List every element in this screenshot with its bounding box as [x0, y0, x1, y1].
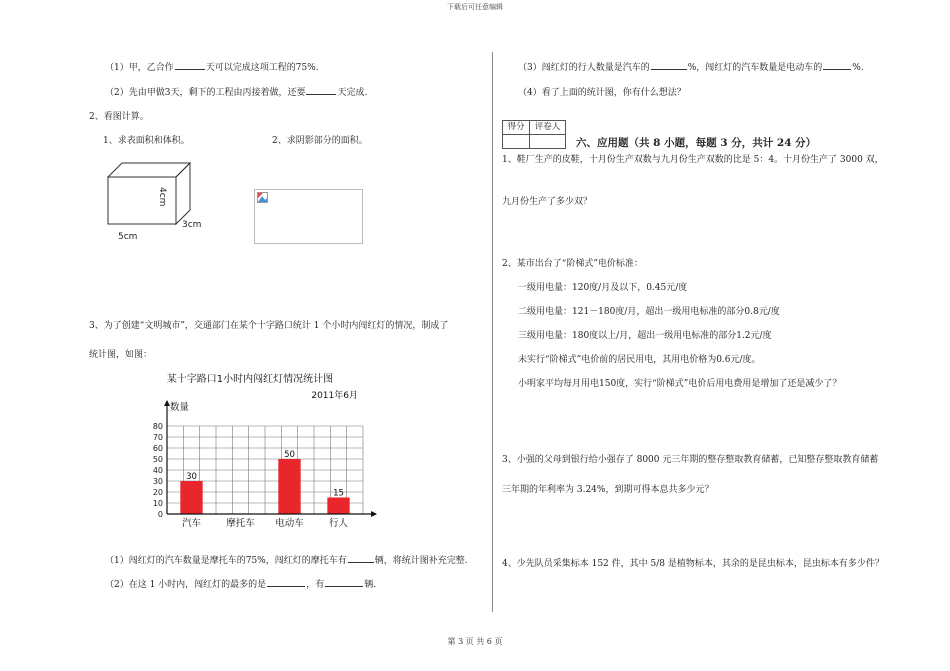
question-1-1 [105, 60, 319, 73]
answer-blank[interactable] [175, 61, 205, 70]
question-3-3 [518, 60, 864, 73]
app-question-3-line1: 3、小强的父母到银行给小强存了 8000 元三年期的整存整取教育储蓄，已知整存整取教育储蓄 [502, 455, 879, 465]
section-title: 六、应用题（共 8 小题，每题 3 分，共计 24 分） [576, 137, 817, 149]
q1-2-text-pre: （2）先由甲做3天，剩下的工程由丙接着做，还要 [105, 88, 306, 98]
question-2-sub1: 1、求表面积和体积。 [103, 136, 190, 146]
page-footer: 第 3 页 共 6 页 [447, 637, 503, 646]
bar-chart [140, 368, 390, 530]
answer-blank[interactable] [267, 578, 305, 587]
q3-1-text-pre: （1）闯红灯的汽车数量是摩托车的75%，闯红灯的摩托车有 [105, 556, 347, 566]
bar-value-label: 15 [333, 488, 344, 499]
answer-blank[interactable] [306, 86, 336, 95]
question-1-2 [105, 85, 367, 98]
cuboid-figure [100, 155, 210, 245]
question-3-1 [105, 553, 468, 566]
q3-2-text-post: 辆. [364, 580, 377, 590]
answer-blank[interactable] [823, 61, 851, 70]
answer-blank[interactable] [651, 61, 687, 70]
x-tick-label: 电动车 [275, 518, 304, 529]
chart-ticks [153, 422, 163, 519]
q3-1-text-post: 辆，将统计图补充完整. [374, 556, 468, 566]
score-box [502, 120, 566, 149]
answer-blank[interactable] [348, 554, 374, 563]
y-tick-label: 20 [152, 488, 163, 497]
bar-2 [278, 459, 300, 514]
q3-2-text-pre: （2）在这 1 小时内，闯红灯的最多的是 [105, 580, 267, 590]
shaded-area-figure [254, 189, 363, 244]
app-question-2-title: 2、某市出台了“阶梯式”电价标准： [502, 259, 643, 269]
app-question-4: 4、少先队员采集标本 152 件，其中 5/8 是植物标本，其余的是昆虫标本，昆虫标本有多少件？ [502, 559, 884, 569]
q3-2-text-mid: ，有 [306, 580, 325, 590]
broken-image-icon [257, 192, 269, 204]
app-question-1-line2: 九月份生产了多少双？ [502, 197, 593, 207]
x-tick-label: 汽车 [181, 518, 202, 529]
y-tick-label: 10 [152, 499, 163, 508]
y-tick-label: 30 [152, 477, 163, 486]
cuboid-side-face [176, 163, 190, 224]
q1-2-text-post: 天完成. [337, 88, 368, 98]
y-tick-label: 60 [152, 444, 163, 453]
app-question-2-old-price: 未实行“阶梯式”电价前的居民用电，其用电价格为0.6元/度。 [518, 355, 761, 365]
q3-3-text-pre: （3）闯红灯的行人数量是汽车的 [518, 63, 650, 73]
bar-0 [180, 481, 202, 514]
x-tick-label: 摩托车 [226, 518, 255, 529]
y-tick-label: 80 [152, 422, 163, 431]
question-3-2 [105, 577, 376, 590]
app-question-1-line1: 1、鞋厂生产的皮鞋，十月份生产双数与九月份生产双数的比是 5：4。十月份生产了 3000 双， [502, 155, 884, 165]
column-divider [492, 52, 493, 612]
app-question-2-ask: 小明家平均每月用电150度，实行“阶梯式”电价后用电费用是增加了还是减少了？ [518, 379, 842, 389]
answer-blank[interactable] [325, 578, 363, 587]
question-2-title: 2、看图计算。 [89, 112, 149, 122]
q1-1-text-pre: （1）甲，乙合作 [105, 63, 174, 73]
chart-title: 某十字路口1小时内闯红灯情况统计图 [166, 374, 334, 385]
app-question-3-line2: 三年期的年利率为 3.24%，到期可得本息共多少元？ [502, 485, 714, 495]
question-3-4: （4）看了上面的统计图，你有什么想法？ [518, 88, 686, 98]
bar-value-label: 50 [284, 450, 295, 460]
page-header: 下载后可任意编辑 [447, 3, 503, 11]
score-label: 得分 [503, 121, 530, 134]
cuboid-width-label: 5cm [118, 232, 138, 242]
app-question-2-tier1: 一级用电量：120度/月及以下，0.45元/度 [518, 283, 688, 293]
question-3-line1: 3、为了创建“文明城市”，交通部门在某个十字路口统计 1 个小时内闯红灯的情况，制成了 [89, 321, 449, 331]
chart-y-label: 数量 [170, 402, 190, 413]
chart-subtitle: 2011年6月 [311, 391, 358, 401]
grader-label: 评卷人 [534, 122, 561, 132]
x-tick-label: 行人 [328, 518, 349, 529]
y-tick-label: 0 [157, 510, 163, 519]
app-question-2-tier2: 二级用电量：121－180度/月，超出一级用电标准的部分0.8元/度 [518, 307, 780, 317]
y-tick-label: 70 [152, 433, 163, 442]
q3-3-text-post: %. [852, 63, 864, 73]
cuboid-height-label: 4cm [157, 187, 167, 207]
x-axis-arrow [371, 511, 377, 517]
bar-value-label: 30 [186, 472, 197, 482]
question-2-sub2: 2、求阴影部分的面积。 [272, 136, 368, 146]
app-question-2-tier3: 三级用电量：180度以上/月，超出一级用电标准的部分1.2元/度 [518, 331, 772, 341]
q3-3-text-mid: %，闯红灯的汽车数量是电动车的 [687, 63, 823, 73]
cuboid-depth-label: 3cm [182, 220, 202, 230]
q1-1-text-post: 天可以完成这项工程的75%. [205, 63, 319, 73]
bar-3 [327, 498, 349, 515]
chart-x-labels [182, 517, 349, 529]
y-tick-label: 50 [152, 455, 163, 464]
y-tick-label: 40 [152, 466, 163, 475]
question-3-line2: 统计图，如图： [89, 350, 153, 360]
